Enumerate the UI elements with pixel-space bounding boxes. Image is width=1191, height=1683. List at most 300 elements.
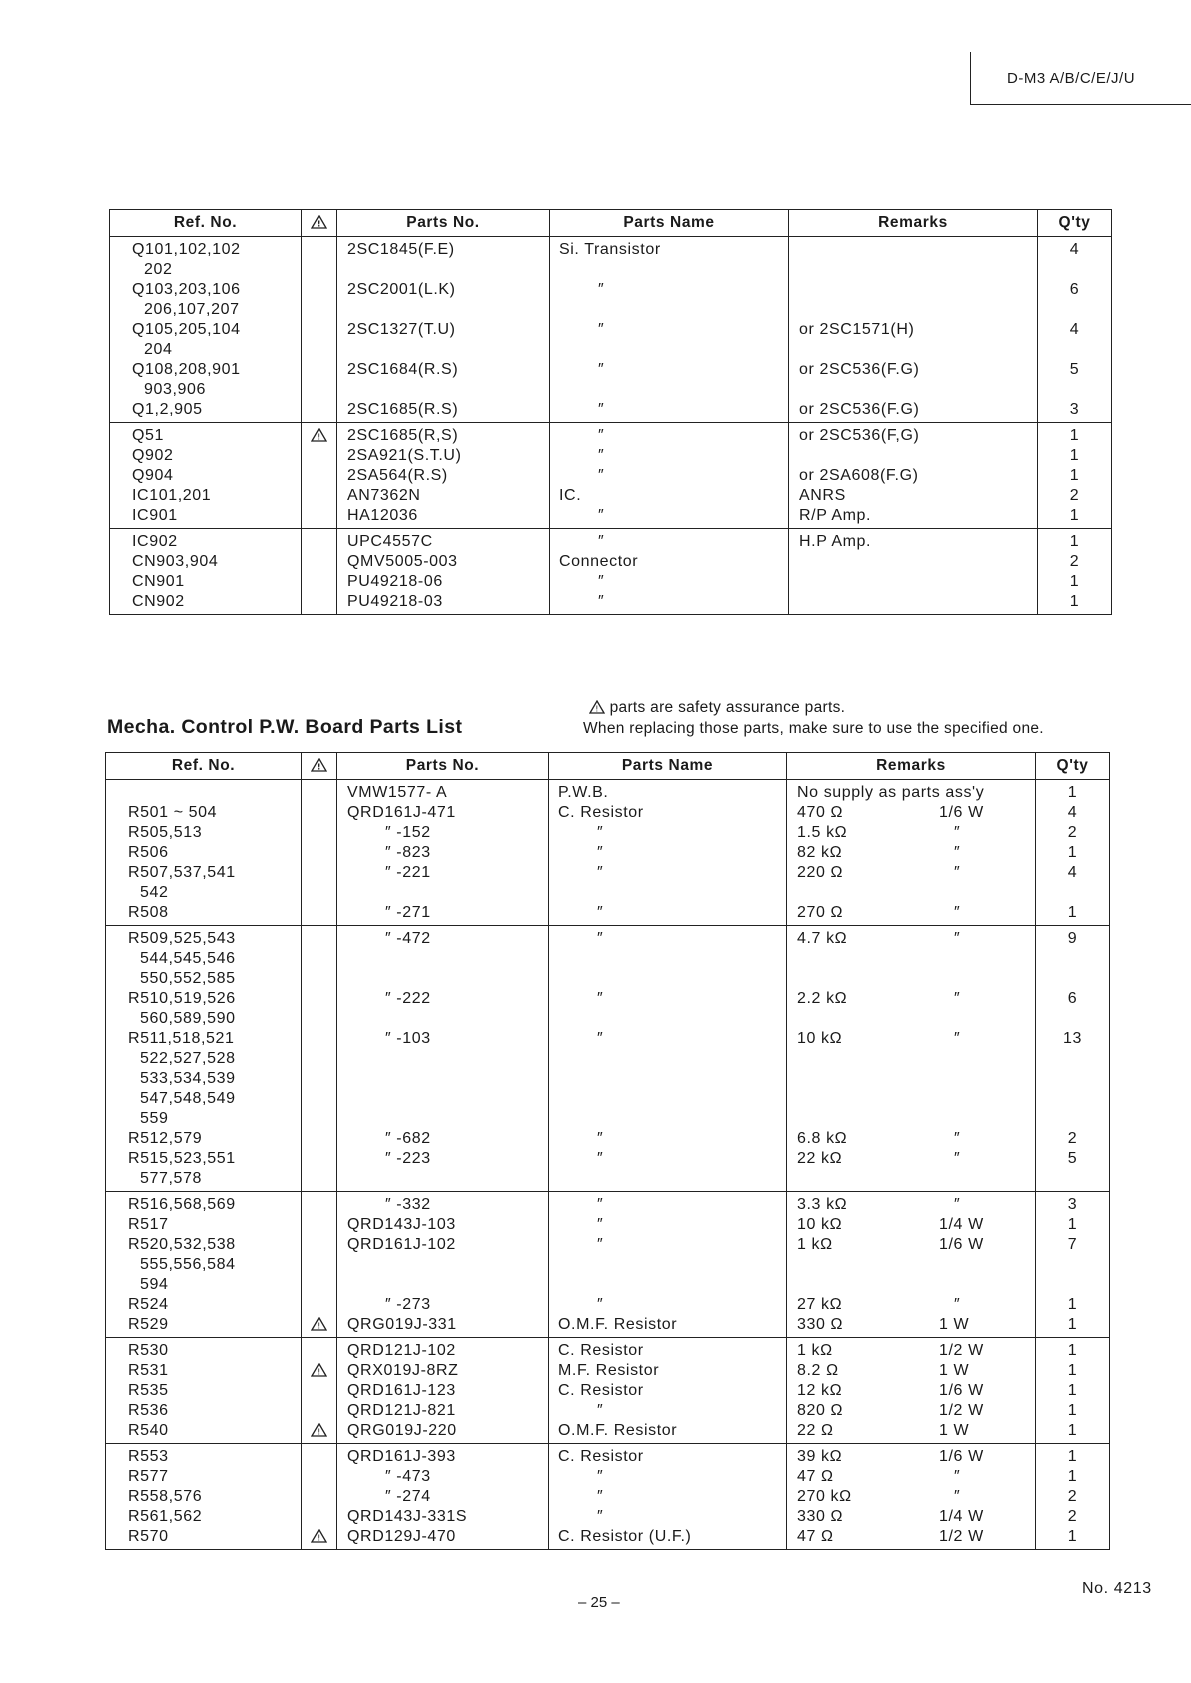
remarks-cell-line (787, 1341, 1035, 1361)
qty-cell-line: 2 (1069, 553, 1080, 570)
parts-name-cell (550, 423, 789, 529)
safety-cell-line (302, 1235, 336, 1255)
safety-cell (302, 1338, 337, 1444)
remarks-value: 330 Ω (797, 1508, 844, 1525)
safety-cell-line (302, 1295, 336, 1315)
ref-no-cell-line: R540 (128, 1422, 169, 1439)
ref-no-cell-line: R524 (128, 1296, 169, 1313)
qty-cell-line: 1 (1069, 467, 1080, 484)
ref-no-cell-line: R512,579 (128, 1130, 203, 1147)
safety-cell (302, 926, 337, 1192)
qty-cell-line: 1 (1067, 1468, 1078, 1485)
remarks-cell-line (787, 903, 1035, 923)
remarks-cell-line: or 2SA608(F.G) (799, 467, 919, 484)
parts-name-cell-line: ″ (598, 507, 605, 524)
ref-no-cell-line: 533,534,539 (140, 1070, 236, 1087)
parts-name-cell-line: ″ (598, 401, 605, 418)
qty-cell-line (1036, 1109, 1109, 1129)
ref-no-cell-line: 544,545,546 (140, 950, 236, 967)
remarks-cell-line (787, 1169, 1035, 1189)
parts-group-row (110, 237, 1112, 423)
warning-icon (311, 215, 327, 229)
parts-name-cell-line (550, 340, 788, 360)
parts-no-cell-line (337, 883, 548, 903)
col-qty: Q'ty (1036, 753, 1110, 780)
remarks-value: 1.5 kΩ (797, 824, 848, 841)
parts-name-cell-line: O.M.F. Resistor (558, 1422, 678, 1439)
remarks-cell-line (787, 929, 1035, 949)
remarks-power: 1 W (939, 1362, 970, 1379)
ref-no-cell-line: R553 (128, 1448, 169, 1465)
qty-cell-line: 1 (1067, 1448, 1078, 1465)
parts-name-cell-line: ″ (597, 1468, 604, 1485)
safety-cell-line (302, 320, 336, 340)
ref-no-cell-line: R561,562 (128, 1508, 203, 1525)
remarks-cell-line (787, 1447, 1035, 1467)
parts-no-cell (337, 926, 549, 1192)
parts-no-cell-line: QRG019J-220 (347, 1422, 457, 1439)
parts-no-cell-line: ″ -273 (385, 1296, 431, 1313)
parts-no-cell-line: 2SC1327(T.U) (347, 321, 456, 338)
qty-cell-line: 6 (1067, 990, 1078, 1007)
remarks-value: 1 kΩ (797, 1236, 833, 1253)
parts-group-row (106, 780, 1110, 926)
col-ref: Ref. No. (110, 210, 302, 237)
ref-no-cell-line: R511,518,521 (128, 1030, 235, 1047)
parts-no-cell-line (337, 1049, 548, 1069)
remarks-cell-line (787, 1049, 1035, 1069)
parts-no-cell-line: PU49218-03 (347, 593, 443, 610)
col-safety (302, 210, 337, 237)
safety-cell-line (302, 1089, 336, 1109)
remarks-value: 4.7 kΩ (797, 930, 848, 947)
col-remarks: Remarks (787, 753, 1036, 780)
parts-name-cell-line: ″ (597, 904, 604, 921)
remarks-cell-line (789, 380, 1037, 400)
qty-cell-line: 1 (1067, 1342, 1078, 1359)
warning-icon (302, 1421, 336, 1441)
parts-name-cell-line: ″ (597, 1402, 604, 1419)
parts-name-cell-line: ″ (597, 1196, 604, 1213)
remarks-power: 1/6 W (939, 1448, 984, 1465)
safety-cell-line (302, 300, 336, 320)
remarks-value: 2.2 kΩ (797, 990, 848, 1007)
remarks-cell-line (787, 1129, 1035, 1149)
safety-cell-line (302, 1255, 336, 1275)
remarks-cell-line (787, 1315, 1035, 1335)
parts-no-cell-line (337, 1089, 548, 1109)
qty-cell-line: 6 (1069, 281, 1080, 298)
remarks-value: 6.8 kΩ (797, 1130, 848, 1147)
parts-name-cell-line: Connector (559, 553, 639, 570)
parts-no-cell-line (337, 949, 548, 969)
table-header-row (106, 753, 1110, 780)
remarks-power: ″ (954, 1130, 961, 1147)
remarks-cell-line (787, 863, 1035, 883)
qty-cell (1036, 1338, 1110, 1444)
safety-cell-line (302, 532, 336, 552)
ref-no-cell-line: 547,548,549 (140, 1090, 236, 1107)
remarks-cell (789, 423, 1038, 529)
parts-no-cell-line: HA12036 (347, 507, 418, 524)
safety-cell-line (302, 1109, 336, 1129)
ref-no-cell-line (106, 783, 301, 803)
remarks-cell-line (789, 446, 1037, 466)
ref-no-cell-line: 560,589,590 (140, 1010, 236, 1027)
ref-no-cell-line: R508 (128, 904, 169, 921)
qty-cell-line (1036, 1069, 1109, 1089)
remarks-cell-line (787, 1275, 1035, 1295)
ref-no-cell-line: R510,519,526 (128, 990, 236, 1007)
parts-name-cell-line: ″ (598, 533, 605, 550)
parts-no-cell-line: QRD161J-123 (347, 1382, 456, 1399)
remarks-value: 220 Ω (797, 864, 844, 881)
safety-cell-line (302, 1215, 336, 1235)
ref-no-cell-line: 206,107,207 (144, 301, 240, 318)
col-ref: Ref. No. (106, 753, 302, 780)
remarks-cell-line (787, 989, 1035, 1009)
parts-no-cell-line: QRG019J-331 (347, 1316, 457, 1333)
remarks-cell-line (787, 823, 1035, 843)
qty-cell-line: 5 (1069, 361, 1080, 378)
qty-cell-line (1036, 969, 1109, 989)
remarks-cell-line (787, 1295, 1035, 1315)
remarks-cell-line (787, 1195, 1035, 1215)
safety-cell-line (302, 572, 336, 592)
remarks-power: 1/2 W (939, 1528, 984, 1545)
svg-text:!: ! (317, 432, 321, 442)
table-header-row (110, 210, 1112, 237)
parts-no-cell-line: ″ -823 (385, 844, 431, 861)
qty-cell-line: 4 (1067, 804, 1078, 821)
parts-group-row (106, 926, 1110, 1192)
remarks-power: ″ (954, 824, 961, 841)
parts-no-cell-line (337, 1109, 548, 1129)
qty-cell (1036, 926, 1110, 1192)
qty-cell-line: 1 (1069, 533, 1080, 550)
svg-text:!: ! (316, 762, 322, 772)
warning-icon (302, 1315, 336, 1335)
safety-cell (302, 423, 337, 529)
safety-note-line-1: parts are safety assurance parts. (609, 699, 846, 716)
parts-name-cell-line: P.W.B. (558, 784, 609, 801)
remarks-cell-line: ANRS (799, 487, 846, 504)
parts-name-cell-line (549, 1009, 786, 1029)
parts-name-cell (550, 529, 789, 615)
remarks-power: ″ (954, 1296, 961, 1313)
remarks-cell-line (787, 1089, 1035, 1109)
remarks-value: 3.3 kΩ (797, 1196, 848, 1213)
remarks-value: 22 kΩ (797, 1150, 843, 1167)
parts-name-cell-line (549, 1069, 786, 1089)
remarks-cell-line: or 2SC1571(H) (799, 321, 915, 338)
remarks-power: 1/4 W (939, 1216, 984, 1233)
warning-icon (302, 426, 336, 446)
ref-no-cell-line: Q101,102,102 (132, 241, 241, 258)
parts-name-cell-line (549, 1049, 786, 1069)
model-label: D-M3 A/B/C/E/J/U (1007, 70, 1136, 87)
qty-cell-line: 1 (1067, 1528, 1078, 1545)
parts-name-cell (550, 237, 789, 423)
safety-cell-line (302, 803, 336, 823)
ref-no-cell (110, 237, 302, 423)
safety-note (583, 697, 1044, 739)
remarks-value: 270 kΩ (797, 1488, 852, 1505)
qty-cell-line (1036, 1089, 1109, 1109)
parts-no-cell-line: ″ -682 (385, 1130, 431, 1147)
ref-no-cell-line: R535 (128, 1382, 169, 1399)
parts-no-cell-line: QRX019J-8RZ (347, 1362, 459, 1379)
qty-cell-line (1038, 340, 1111, 360)
parts-name-cell (549, 1192, 787, 1338)
parts-no-cell-line: 2SC1685(R,S) (347, 427, 459, 444)
parts-no-cell (337, 1444, 549, 1550)
col-parts-name: Parts Name (550, 210, 789, 237)
qty-cell-line: 1 (1067, 844, 1078, 861)
safety-cell-line (302, 863, 336, 883)
safety-cell-line (302, 903, 336, 923)
warning-icon (302, 1527, 336, 1547)
remarks-cell-line (787, 803, 1035, 823)
safety-cell-line (302, 783, 336, 803)
ref-no-cell-line: R570 (128, 1528, 169, 1545)
safety-cell-line (302, 260, 336, 280)
qty-cell-line (1036, 949, 1109, 969)
parts-group-row (106, 1444, 1110, 1550)
parts-no-cell-line: ″ -271 (385, 904, 431, 921)
svg-text:!: ! (316, 219, 322, 229)
ref-no-cell-line: CN902 (132, 593, 185, 610)
safety-cell-line (302, 486, 336, 506)
remarks-value: 27 kΩ (797, 1296, 843, 1313)
ref-no-cell (106, 926, 302, 1192)
parts-name-cell-line (549, 1169, 786, 1189)
warning-icon (589, 700, 605, 714)
parts-name-cell-line: ″ (597, 1030, 604, 1047)
ref-no-cell-line: R509,525,543 (128, 930, 236, 947)
safety-cell-line (302, 843, 336, 863)
parts-name-cell-line: C. Resistor (558, 1382, 644, 1399)
ref-no-cell-line: 204 (144, 341, 173, 358)
qty-cell-line (1038, 300, 1111, 320)
ref-no-cell-line: CN901 (132, 573, 185, 590)
ref-no-cell-line: CN903,904 (132, 553, 219, 570)
remarks-value: 330 Ω (797, 1316, 844, 1333)
parts-no-cell-line: 2SC1845(F.E) (347, 241, 455, 258)
parts-name-cell-line: C. Resistor (U.F.) (558, 1528, 692, 1545)
remarks-cell-line (787, 1401, 1035, 1421)
ref-no-cell (106, 780, 302, 926)
parts-no-cell-line: QRD121J-102 (347, 1342, 456, 1359)
page-number: – 25 – (578, 1594, 620, 1611)
ref-no-cell-line: 594 (140, 1276, 169, 1293)
qty-cell-line: 1 (1067, 1296, 1078, 1313)
remarks-cell-line (787, 1421, 1035, 1441)
ref-no-cell-line: R536 (128, 1402, 169, 1419)
svg-text:!: ! (595, 704, 599, 714)
remarks-cell-line (787, 843, 1035, 863)
qty-cell-line: 1 (1067, 1316, 1078, 1333)
remarks-cell-line (789, 260, 1037, 280)
remarks-power: ″ (954, 930, 961, 947)
safety-cell-line (302, 1029, 336, 1049)
remarks-cell-line (787, 1361, 1035, 1381)
remarks-power: 1/6 W (939, 1382, 984, 1399)
col-qty: Q'ty (1038, 210, 1112, 237)
safety-cell-line (302, 1049, 336, 1069)
ref-no-cell-line: R516,568,569 (128, 1196, 236, 1213)
qty-cell (1036, 1192, 1110, 1338)
ref-no-cell-line: R501 ~ 504 (128, 804, 218, 821)
parts-no-cell-line: QRD143J-103 (347, 1216, 456, 1233)
parts-name-cell-line: M.F. Resistor (558, 1362, 660, 1379)
remarks-power: ″ (954, 1150, 961, 1167)
ref-no-cell-line: R530 (128, 1342, 169, 1359)
remarks-cell (787, 1444, 1036, 1550)
ref-no-cell-line: 522,527,528 (140, 1050, 236, 1067)
remarks-value: 10 kΩ (797, 1030, 843, 1047)
ref-no-cell-line: IC901 (132, 507, 178, 524)
qty-cell (1038, 529, 1112, 615)
ref-no-cell-line: R507,537,541 (128, 864, 236, 881)
qty-cell-line: 1 (1069, 427, 1080, 444)
qty-cell-line (1036, 1009, 1109, 1029)
parts-name-cell-line: ″ (598, 361, 605, 378)
parts-no-cell-line: QRD161J-102 (347, 1236, 456, 1253)
model-header (970, 52, 1191, 105)
qty-cell-line: 1 (1069, 447, 1080, 464)
parts-name-cell-line (549, 969, 786, 989)
remarks-power: 1 W (939, 1316, 970, 1333)
parts-no-cell-line: ″ -152 (385, 824, 431, 841)
safety-cell-line (302, 1169, 336, 1189)
remarks-cell-line (789, 340, 1037, 360)
mecha-control-parts-table (105, 752, 1110, 1550)
parts-no-cell-line: UPC4557C (347, 533, 433, 550)
qty-cell-line: 4 (1069, 241, 1080, 258)
remarks-cell (787, 1192, 1036, 1338)
safety-cell-line (302, 280, 336, 300)
remarks-value: 12 kΩ (797, 1382, 843, 1399)
qty-cell-line (1036, 1049, 1109, 1069)
safety-cell-line (302, 949, 336, 969)
parts-no-cell-line: ″ -223 (385, 1150, 431, 1167)
parts-no-cell-line (337, 969, 548, 989)
parts-name-cell-line: ″ (598, 447, 605, 464)
col-parts-name: Parts Name (549, 753, 787, 780)
parts-no-cell-line (337, 1169, 548, 1189)
section-title: Mecha. Control P.W. Board Parts List (107, 716, 463, 738)
safety-cell (302, 1192, 337, 1338)
parts-no-cell (337, 237, 550, 423)
safety-cell-line (302, 1467, 336, 1487)
safety-cell-line (302, 969, 336, 989)
qty-cell-line: 13 (1063, 1030, 1082, 1047)
ref-no-cell-line: Q103,203,106 (132, 281, 241, 298)
remarks-value: 470 Ω (797, 804, 844, 821)
parts-no-cell-line (337, 260, 549, 280)
parts-name-cell-line: ″ (598, 593, 605, 610)
parts-no-cell-line: VMW1577- A (347, 784, 448, 801)
parts-no-cell-line: QMV5005-003 (347, 553, 458, 570)
remarks-cell-line: No supply as parts ass'y (797, 784, 985, 801)
qty-cell-line: 1 (1067, 1422, 1078, 1439)
ref-no-cell-line: R577 (128, 1468, 169, 1485)
remarks-power: ″ (954, 1488, 961, 1505)
remarks-power: 1/6 W (939, 804, 984, 821)
qty-cell-line: 4 (1067, 864, 1078, 881)
parts-name-cell-line: C. Resistor (558, 1342, 644, 1359)
remarks-power: 1/2 W (939, 1342, 984, 1359)
safety-cell-line (302, 240, 336, 260)
remarks-cell-line (787, 1109, 1035, 1129)
parts-no-cell-line: 2SC1685(R.S) (347, 401, 459, 418)
safety-cell (302, 780, 337, 926)
svg-text:!: ! (317, 1533, 321, 1543)
parts-no-cell-line: 2SC1684(R.S) (347, 361, 459, 378)
parts-no-cell (337, 780, 549, 926)
parts-no-cell-line: ″ -332 (385, 1196, 431, 1213)
parts-name-cell-line: ″ (597, 1130, 604, 1147)
safety-cell-line (302, 823, 336, 843)
safety-cell-line (302, 380, 336, 400)
parts-name-cell (549, 780, 787, 926)
safety-cell (302, 237, 337, 423)
parts-name-cell-line: ″ (597, 1150, 604, 1167)
remarks-cell (789, 529, 1038, 615)
ref-no-cell (106, 1444, 302, 1550)
remarks-cell (787, 926, 1036, 1192)
remarks-power: ″ (954, 1468, 961, 1485)
parts-name-cell-line: ″ (597, 1216, 604, 1233)
safety-cell-line (302, 1009, 336, 1029)
ref-no-cell-line: R531 (128, 1362, 169, 1379)
parts-name-cell-line: ″ (597, 1236, 604, 1253)
remarks-value: 8.2 Ω (797, 1362, 839, 1379)
ref-no-cell-line: IC902 (132, 533, 178, 550)
remarks-power: ″ (954, 864, 961, 881)
qty-cell-line (1038, 260, 1111, 280)
remarks-cell-line (787, 1381, 1035, 1401)
col-parts-no: Parts No. (337, 210, 550, 237)
parts-no-cell (337, 423, 550, 529)
safety-cell-line (302, 1507, 336, 1527)
remarks-cell-line (787, 1235, 1035, 1255)
col-parts-no: Parts No. (337, 753, 549, 780)
parts-name-cell-line (549, 1275, 786, 1295)
remarks-cell-line (787, 1069, 1035, 1089)
parts-no-cell-line: ″ -103 (385, 1030, 431, 1047)
remarks-value: 47 Ω (797, 1528, 834, 1545)
safety-cell-line (302, 1341, 336, 1361)
remarks-cell-line (787, 883, 1035, 903)
parts-name-cell-line: C. Resistor (558, 1448, 644, 1465)
remarks-power: 1/2 W (939, 1402, 984, 1419)
safety-cell-line (302, 340, 336, 360)
qty-cell-line: 5 (1067, 1150, 1078, 1167)
remarks-cell-line: or 2SC536(F.G) (799, 361, 920, 378)
safety-cell-line (302, 552, 336, 572)
ref-no-cell-line: R558,576 (128, 1488, 203, 1505)
remarks-power: ″ (954, 904, 961, 921)
parts-no-cell-line (337, 380, 549, 400)
parts-name-cell-line: ″ (597, 930, 604, 947)
parts-name-cell-line: ″ (598, 427, 605, 444)
parts-no-cell (337, 529, 550, 615)
remarks-cell-line (787, 1029, 1035, 1049)
qty-cell-line: 2 (1069, 487, 1080, 504)
parts-name-cell-line (549, 949, 786, 969)
